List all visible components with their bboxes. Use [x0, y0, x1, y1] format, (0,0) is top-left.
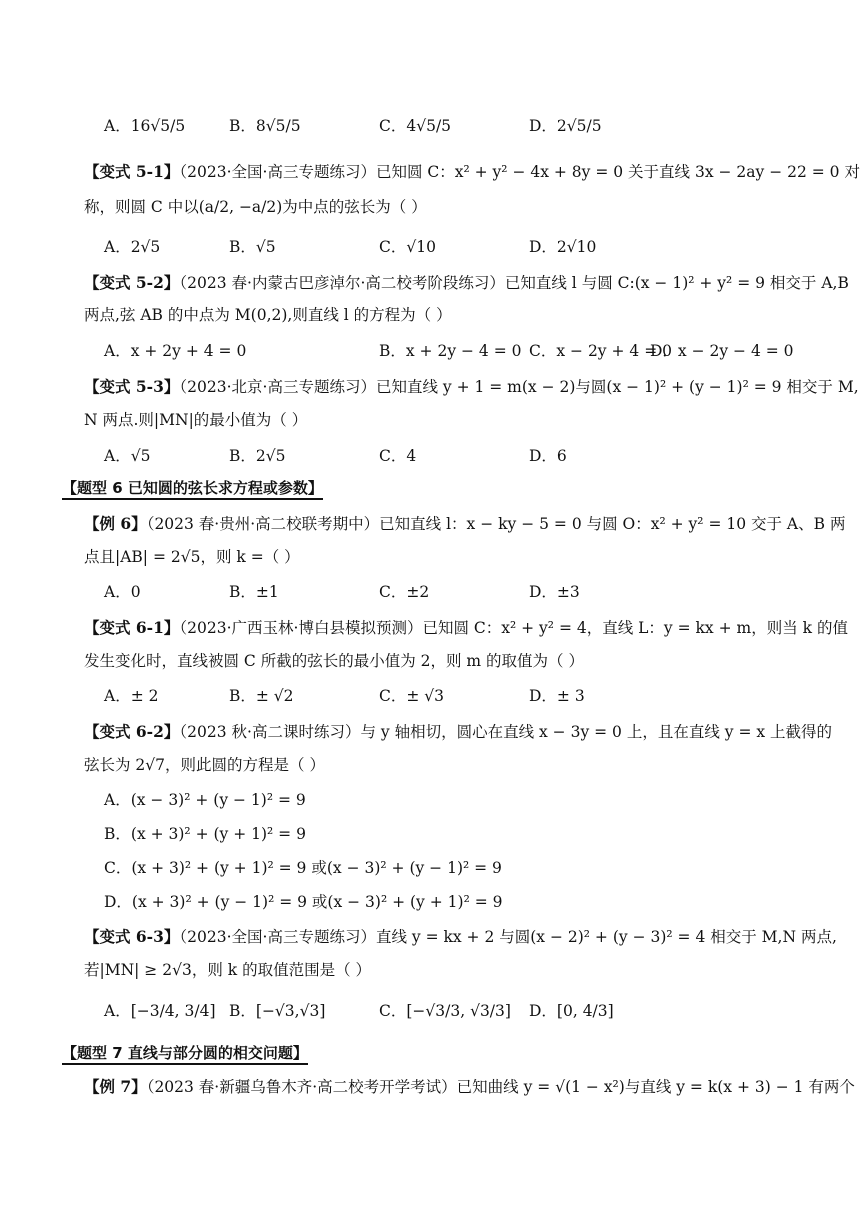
section-heading-7 — [62, 1043, 308, 1063]
option-c: C．4 — [379, 447, 417, 465]
option-d: D．[0, 4/3] — [529, 1002, 614, 1020]
example-7-line1 — [84, 1077, 855, 1097]
section-heading-6 — [62, 478, 323, 498]
option-b: B．√5 — [229, 238, 276, 256]
example-6-line1 — [84, 514, 846, 534]
option-d: D．2√5/5 — [529, 117, 602, 135]
question-6-2-line1 — [84, 722, 833, 742]
option-d: D．± 3 — [529, 687, 585, 705]
question-tag: 【例 6】 — [84, 514, 147, 533]
question-text: （2023·全国·高三专题练习）已知圆 C：x² + y² − 4x + 8y = 0 关于直线 3x − 2ay − 22 = 0 对 — [179, 163, 860, 181]
option-d: D．2√10 — [529, 238, 597, 256]
option-b: B．± √2 — [229, 687, 294, 705]
question-6-1-line1 — [84, 618, 848, 638]
option-b: B．±1 — [229, 583, 279, 601]
question-tag: 【变式 6-1】 — [84, 618, 180, 637]
option-d: D．6 — [529, 447, 567, 465]
question-6-3-line1 — [84, 927, 837, 947]
question-5-2-line2: 两点,弦 AB 的中点为 M(0,2),则直线 l 的方程为（ ） — [84, 306, 452, 324]
option-a: A．16√5/5 — [104, 117, 186, 135]
question-5-2-line1 — [84, 273, 849, 293]
question-text: （2023 春·内蒙古巴彦淖尔·高二校考阶段练习）已知直线 l 与圆 C:(x − 1)² + y² = 9 相交于 A,B — [179, 274, 849, 292]
question-6-2-line2: 弦长为 2√7，则此圆的方程是（ ） — [84, 756, 325, 774]
option-c: C．4√5/5 — [379, 117, 452, 135]
example-6-line2: 点且|AB| = 2√5，则 k =（ ） — [84, 548, 300, 566]
option-d: D．x − 2y − 4 = 0 — [650, 342, 794, 360]
question-tag: 【变式 6-3】 — [84, 927, 180, 946]
question-tag: 【变式 5-1】 — [84, 162, 180, 181]
option-d: D．(x + 3)² + (y − 1)² = 9 或(x − 3)² + (y + 1)² = 9 — [104, 893, 503, 911]
option-c: C．± √3 — [379, 687, 445, 705]
option-c: C．x − 2y + 4 = 0 — [529, 342, 672, 360]
question-tag: 【变式 6-2】 — [84, 722, 180, 741]
option-a: A．± 2 — [104, 687, 159, 705]
question-6-3-line2: 若|MN| ≥ 2√3，则 k 的取值范围是（ ） — [84, 961, 371, 979]
option-c: C．[−√3/3, √3/3] — [379, 1002, 511, 1020]
option-b: B．(x + 3)² + (y + 1)² = 9 — [104, 825, 306, 843]
option-b: B．[−√3,√3] — [229, 1002, 326, 1020]
question-text: （2023 春·新疆乌鲁木齐·高二校考开学考试）已知曲线 y = √(1 − x²)与直线 y = k(x + 3) − 1 有两个 — [146, 1078, 855, 1096]
question-5-3-line2: N 两点.则|MN|的最小值为（ ） — [84, 411, 308, 429]
question-tag: 【例 7】 — [84, 1077, 147, 1096]
question-text: （2023·全国·高三专题练习）直线 y = kx + 2 与圆(x − 2)² + (y − 3)² = 4 相交于 M,N 两点, — [179, 928, 837, 946]
question-5-3-line1 — [84, 377, 859, 397]
option-a: A．√5 — [104, 447, 151, 465]
question-tag: 【变式 5-2】 — [84, 273, 180, 292]
section-underline — [62, 1063, 308, 1065]
question-text: （2023 春·贵州·高二校联考期中）已知直线 l：x − ky − 5 = 0 与圆 O：x² + y² = 10 交于 A、B 两 — [146, 515, 846, 533]
option-c: C．(x + 3)² + (y + 1)² = 9 或(x − 3)² + (y − 1)² = 9 — [104, 859, 502, 877]
option-b: B．2√5 — [229, 447, 286, 465]
section-underline — [62, 498, 323, 500]
option-a: A．2√5 — [104, 238, 161, 256]
section-title: 【题型 7 直线与部分圆的相交问题】 — [62, 1044, 308, 1062]
question-6-1-line2: 发生变化时，直线被圆 C 所截的弦长的最小值为 2，则 m 的取值为（ ） — [84, 652, 584, 670]
question-text: （2023·北京·高三专题练习）已知直线 y + 1 = m(x − 2)与圆(x − 1)² + (y − 1)² = 9 相交于 M, — [179, 378, 859, 396]
option-d: D．±3 — [529, 583, 580, 601]
question-5-1-line2: 称，则圆 C 中以(a/2, −a/2)为中点的弦长为（ ） — [84, 198, 427, 216]
question-5-1-line1 — [84, 162, 860, 182]
option-a: A．[−3/4, 3/4] — [104, 1002, 216, 1020]
option-c: C．±2 — [379, 583, 430, 601]
option-a: A．0 — [104, 583, 141, 601]
question-tag: 【变式 5-3】 — [84, 377, 180, 396]
option-a: A．(x − 3)² + (y − 1)² = 9 — [104, 791, 306, 809]
section-title: 【题型 6 已知圆的弦长求方程或参数】 — [62, 479, 323, 497]
option-a: A．x + 2y + 4 = 0 — [104, 342, 247, 360]
question-text: （2023·广西玉林·博白县模拟预测）已知圆 C：x² + y² = 4，直线 L：y = kx + m，则当 k 的值 — [179, 619, 848, 637]
option-b: B．x + 2y − 4 = 0 — [379, 342, 522, 360]
question-text: （2023 秋·高二课时练习）与 y 轴相切，圆心在直线 x − 3y = 0 上，且在直线 y = x 上截得的 — [179, 723, 833, 741]
option-b: B．8√5/5 — [229, 117, 301, 135]
option-c: C．√10 — [379, 238, 436, 256]
